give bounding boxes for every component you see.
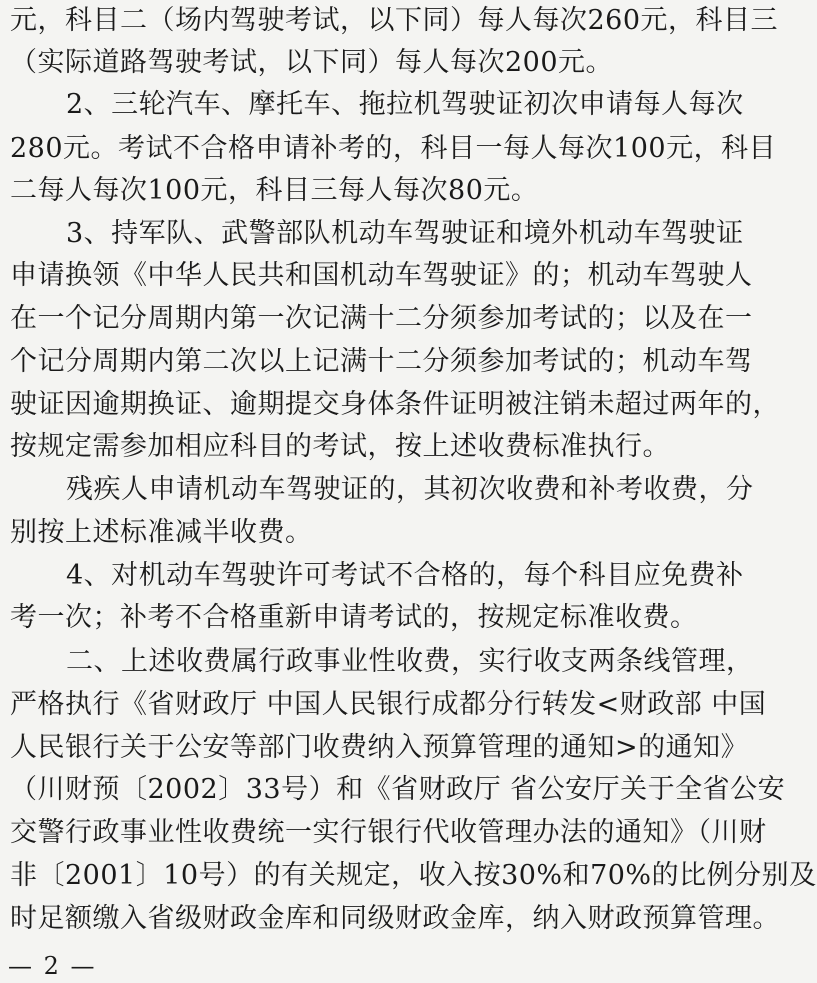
text-line-4: 280元。考试不合格申请补考的，科目一每人每次100元，科目 (10, 133, 777, 164)
text-line-3: 2、三轮汽车、摩托车、拖拉机驾驶证初次申请每人每次 (66, 89, 744, 120)
text-line-13: 别按上述标准减半收费。 (10, 517, 313, 548)
text-line-6: 3、持军队、武警部队机动车驾驶证和境外机动车驾驶证 (66, 218, 744, 249)
text-line-15: 考一次；补考不合格重新申请考试的，按规定标准收费。 (10, 602, 698, 633)
text-line-19: （川财预〔2002〕33号）和《省财政厅 省公安厅关于全省公安 (10, 774, 786, 805)
text-line-17: 严格执行《省财政厅 中国人民银行成都分行转发<财政部 中国 (10, 689, 767, 720)
text-line-7: 申请换领《中华人民共和国机动车驾驶证》的；机动车驾驶人 (10, 260, 753, 291)
text-line-1: 元，科目二（场内驾驶考试，以下同）每人每次260元，科目三 (10, 5, 779, 36)
text-line-9: 个记分周期内第二次以上记满十二分须参加考试的；机动车驾 (10, 346, 753, 377)
text-line-20: 交警行政事业性收费统一实行银行代收管理办法的通知》（川财 (10, 817, 767, 848)
text-line-2: （实际道路驾驶考试，以下同）每人每次200元。 (10, 47, 614, 78)
text-line-10: 驶证因逾期换证、逾期提交身体条件证明被注销未超过两年的， (10, 389, 780, 420)
text-line-14: 4、对机动车驾驶许可考试不合格的，每个科目应免费补 (66, 560, 744, 591)
text-line-11: 按规定需参加相应科目的考试，按上述收费标准执行。 (10, 431, 670, 462)
text-line-18: 人民银行关于公安等部门收费纳入预算管理的通知>的通知》 (10, 732, 749, 763)
text-line-21: 非〔2001〕10号）的有关规定，收入按30%和70%的比例分别及 (10, 860, 817, 891)
text-line-12: 残疾人申请机动车驾驶证的，其初次收费和补考收费，分 (66, 474, 754, 505)
text-line-8: 在一个记分周期内第一次记满十二分须参加考试的；以及在一 (10, 303, 753, 334)
text-line-5: 二每人每次100元，科目三每人每次80元。 (10, 175, 539, 206)
page-number: — 2 — (8, 952, 97, 980)
text-line-22: 时足额缴入省级财政金库和同级财政金库，纳入财政预算管理。 (10, 903, 780, 934)
text-line-16: 二、上述收费属行政事业性收费，实行收支两条线管理， (66, 646, 754, 677)
